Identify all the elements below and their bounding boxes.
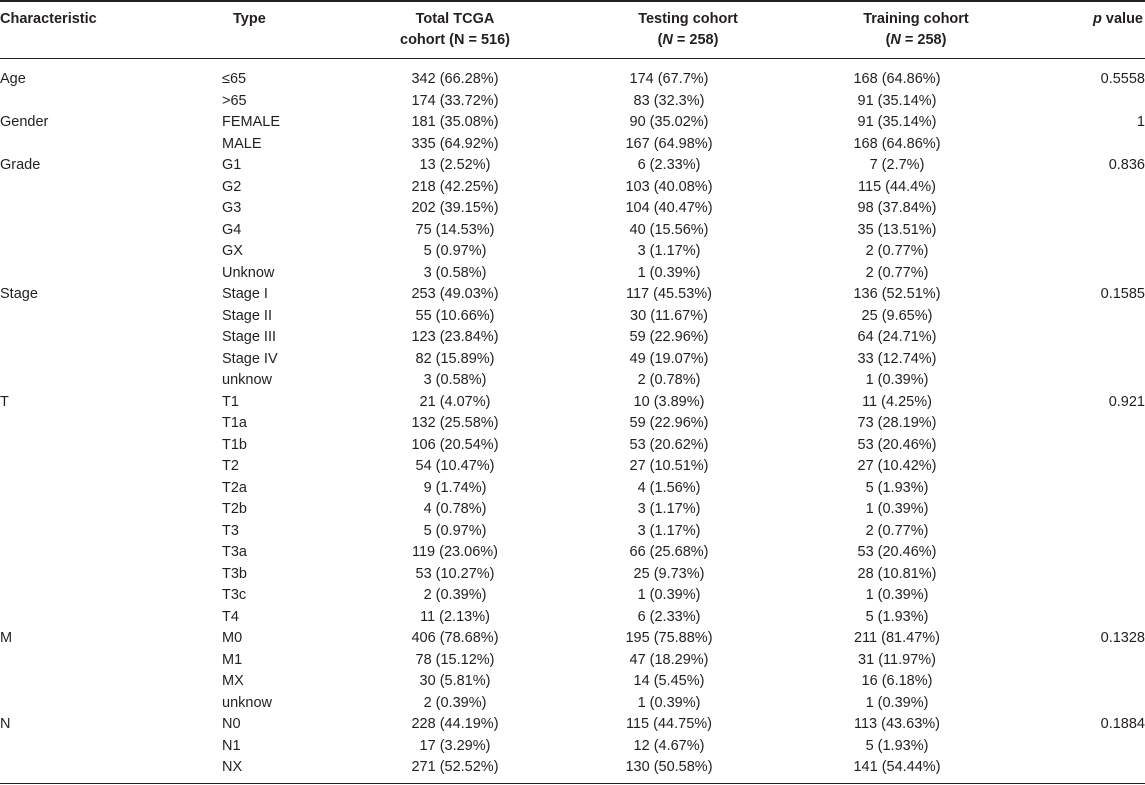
cell-training: 1 (0.39%) <box>865 372 929 388</box>
cell-type: MX <box>222 673 244 689</box>
cell-training: 211 (81.47%) <box>854 630 940 646</box>
cell-total: 82 (15.89%) <box>415 350 495 367</box>
cell-total: 202 (39.15%) <box>411 200 499 216</box>
cell-p-value <box>1006 435 1145 457</box>
cell-testing: 66 (25.68%) <box>629 544 709 560</box>
cell-characteristic <box>0 413 222 435</box>
table-row <box>0 392 1145 414</box>
cell-testing: 167 (64.98%) <box>625 135 713 152</box>
cell-type: T3c <box>222 587 247 603</box>
cell-training: 7 (2.7%) <box>869 157 925 173</box>
table-row <box>0 327 1145 349</box>
cell-training: 2 (0.77%) <box>865 243 929 259</box>
cell-type: >65 <box>222 92 247 109</box>
header-testing-line1: Testing cohort <box>638 11 738 27</box>
cell-characteristic <box>0 478 222 500</box>
table-row <box>0 671 1145 693</box>
cell-type: T2 <box>222 458 239 474</box>
cell-testing: 14 (5.45%) <box>633 673 705 689</box>
cell-training: 53 (20.46%) <box>857 436 937 453</box>
cell-characteristic <box>0 693 222 715</box>
cell-total: 5 (0.97%) <box>423 243 487 259</box>
cell-p-value <box>1006 134 1145 156</box>
cell-p-value <box>1006 198 1145 220</box>
cell-p-value: 0.1328 <box>1100 630 1145 646</box>
table-row <box>0 456 1145 478</box>
cell-total: 4 (0.78%) <box>423 501 487 517</box>
header-total-line1: Total TCGA <box>415 11 495 27</box>
cell-training: 1 (0.39%) <box>865 587 929 603</box>
cell-total: 271 (52.52%) <box>411 759 499 775</box>
cell-type: FEMALE <box>222 114 281 130</box>
cell-total: 30 (5.81%) <box>419 673 491 689</box>
cell-testing: 25 (9.73%) <box>633 565 705 582</box>
cell-total: 78 (15.12%) <box>415 651 495 668</box>
cell-p-value <box>1006 542 1145 564</box>
cell-total: 5 (0.97%) <box>423 522 487 539</box>
cell-total: 17 (3.29%) <box>419 737 491 754</box>
table-row <box>0 757 1145 779</box>
header-p-rest: value <box>1101 11 1143 27</box>
cell-testing: 40 (15.56%) <box>629 221 709 238</box>
cell-testing: 49 (19.07%) <box>629 350 709 367</box>
cell-p-value <box>1006 671 1145 693</box>
cell-testing: 2 (0.78%) <box>637 372 701 388</box>
cell-total: 119 (23.06%) <box>412 544 498 560</box>
cell-characteristic: N <box>0 716 11 732</box>
cell-training: 98 (37.84%) <box>857 200 937 216</box>
cell-testing: 1 (0.39%) <box>637 694 701 711</box>
cell-total: 342 (66.28%) <box>411 71 499 87</box>
cell-testing: 90 (35.02%) <box>629 114 709 130</box>
header-rule <box>0 58 1145 59</box>
bottom-rule <box>0 783 1145 784</box>
cell-testing: 12 (4.67%) <box>633 737 705 754</box>
cell-characteristic <box>0 521 222 543</box>
cell-p-value <box>1006 736 1145 758</box>
cell-p-value <box>1006 413 1145 435</box>
cell-p-value: 0.5558 <box>1100 71 1145 87</box>
cell-p-value <box>1006 585 1145 607</box>
cell-p-value <box>1006 220 1145 242</box>
cell-total: 253 (49.03%) <box>411 286 499 302</box>
cell-training: 2 (0.77%) <box>865 264 929 281</box>
cell-characteristic <box>0 370 222 392</box>
table-row <box>0 91 1145 113</box>
cell-training: 11 (4.25%) <box>862 393 932 410</box>
header-training-line2: (N = 258) <box>885 32 947 48</box>
cell-type: T1b <box>222 436 247 453</box>
cell-testing: 83 (32.3%) <box>633 92 705 109</box>
cell-characteristic <box>0 349 222 371</box>
header-testing-line2: (N = 258) <box>657 32 719 48</box>
cell-p-value <box>1006 91 1145 113</box>
cell-type: T1 <box>222 393 239 410</box>
cell-p-value <box>1006 456 1145 478</box>
cell-training: 33 (12.74%) <box>857 350 937 367</box>
cell-characteristic <box>0 198 222 220</box>
cell-p-value <box>1006 306 1145 328</box>
table-row <box>0 650 1145 672</box>
cell-type: Stage III <box>222 329 277 345</box>
cell-training: 2 (0.77%) <box>865 522 929 539</box>
cell-p-value <box>1006 650 1145 672</box>
cell-characteristic <box>0 134 222 156</box>
cell-characteristic <box>0 757 222 779</box>
table-row <box>0 349 1145 371</box>
cell-type: ≤65 <box>222 71 247 87</box>
cell-training: 35 (13.51%) <box>857 221 937 238</box>
cell-testing: 6 (2.33%) <box>637 157 701 173</box>
cell-training: 91 (35.14%) <box>857 92 937 109</box>
header-training-rest: = 258) <box>900 32 947 48</box>
cell-characteristic <box>0 220 222 242</box>
cell-training: 136 (52.51%) <box>853 286 941 302</box>
cell-total: 75 (14.53%) <box>415 221 495 238</box>
cell-characteristic: Stage <box>0 286 38 302</box>
cell-p-value: 1 <box>1136 114 1145 130</box>
cell-testing: 59 (22.96%) <box>629 415 709 431</box>
table-row <box>0 714 1145 736</box>
cell-testing: 47 (18.29%) <box>629 651 709 668</box>
cell-testing: 53 (20.62%) <box>629 436 709 453</box>
cell-type: G3 <box>222 200 242 216</box>
cell-testing: 6 (2.33%) <box>637 608 701 625</box>
cell-characteristic <box>0 607 222 629</box>
cell-p-value <box>1006 478 1145 500</box>
cell-characteristic <box>0 241 222 263</box>
cell-training: 91 (35.14%) <box>857 114 937 130</box>
cell-type: N0 <box>222 716 241 732</box>
header-characteristic: Characteristic <box>0 11 97 27</box>
table-row <box>0 177 1145 199</box>
cell-characteristic <box>0 499 222 521</box>
cell-characteristic <box>0 671 222 693</box>
cell-total: 54 (10.47%) <box>415 458 495 474</box>
header-testing-n: N <box>662 32 673 48</box>
cell-total: 132 (25.58%) <box>411 415 499 431</box>
cell-type: T3 <box>222 522 239 539</box>
table-row <box>0 435 1145 457</box>
cell-type: T2b <box>222 501 247 517</box>
cell-testing: 30 (11.67%) <box>630 307 708 324</box>
cell-type: MALE <box>222 135 262 152</box>
table-row <box>0 478 1145 500</box>
cell-type: T2a <box>222 479 247 496</box>
header-p-value <box>1093 9 1143 30</box>
cell-training: 16 (6.18%) <box>861 673 933 689</box>
cell-total: 2 (0.39%) <box>423 694 487 711</box>
cell-characteristic <box>0 650 222 672</box>
cell-type: M1 <box>222 651 243 668</box>
table-row <box>0 736 1145 758</box>
cell-characteristic: Age <box>0 71 26 87</box>
cell-type: T3b <box>222 565 247 582</box>
cell-testing: 104 (40.47%) <box>625 200 713 216</box>
cell-type: G1 <box>222 157 242 173</box>
cell-total: 9 (1.74%) <box>423 479 487 496</box>
cell-characteristic: T <box>0 393 9 410</box>
cell-p-value <box>1006 263 1145 285</box>
cell-training: 28 (10.81%) <box>857 565 937 582</box>
cell-characteristic <box>0 435 222 457</box>
cell-total: 2 (0.39%) <box>423 587 487 603</box>
cell-testing: 115 (44.75%) <box>626 716 712 732</box>
cell-testing: 3 (1.17%) <box>637 501 701 517</box>
header-p: p <box>1093 11 1102 27</box>
cell-training: 1 (0.39%) <box>865 694 929 711</box>
cell-total: 21 (4.07%) <box>419 393 491 410</box>
table-row <box>0 564 1145 586</box>
cell-training: 73 (28.19%) <box>857 415 937 431</box>
cell-testing: 1 (0.39%) <box>637 264 701 281</box>
cell-total: 335 (64.92%) <box>411 135 499 152</box>
cell-p-value: 0.1884 <box>1100 716 1145 732</box>
cell-training: 27 (10.42%) <box>857 458 937 474</box>
cell-type: unknow <box>222 372 272 388</box>
cell-characteristic <box>0 327 222 349</box>
cell-training: 5 (1.93%) <box>865 737 929 754</box>
table-row <box>0 499 1145 521</box>
cell-p-value <box>1006 564 1145 586</box>
header-training-line1: Training cohort <box>863 11 969 27</box>
table-row <box>0 521 1145 543</box>
header-testing-cohort <box>588 9 788 51</box>
cell-testing: 3 (1.17%) <box>637 522 701 539</box>
cell-testing: 195 (75.88%) <box>625 630 713 646</box>
cell-characteristic <box>0 542 222 564</box>
cell-training: 168 (64.86%) <box>853 71 941 87</box>
cell-total: 181 (35.08%) <box>411 114 499 130</box>
cell-testing: 10 (3.89%) <box>633 393 705 410</box>
table-row <box>0 413 1145 435</box>
cell-p-value <box>1006 607 1145 629</box>
cell-type: unknow <box>222 694 272 711</box>
cell-p-value <box>1006 757 1145 779</box>
table-row <box>0 284 1145 306</box>
table-row <box>0 263 1145 285</box>
cell-p-value <box>1006 370 1145 392</box>
cell-testing: 27 (10.51%) <box>629 458 709 474</box>
cell-p-value <box>1006 499 1145 521</box>
cell-p-value <box>1006 241 1145 263</box>
table-row <box>0 69 1145 91</box>
cell-characteristic <box>0 91 222 113</box>
table-row <box>0 134 1145 156</box>
header-training-cohort <box>816 9 1016 51</box>
cell-total: 3 (0.58%) <box>423 372 487 388</box>
cell-type: M0 <box>222 630 243 646</box>
cell-testing: 4 (1.56%) <box>637 479 701 496</box>
table-row <box>0 241 1145 263</box>
cell-p-value: 0.836 <box>1108 157 1145 173</box>
cell-characteristic <box>0 263 222 285</box>
header-training-n: N <box>890 32 901 48</box>
cell-characteristic <box>0 177 222 199</box>
cell-testing: 1 (0.39%) <box>637 587 701 603</box>
cell-characteristic <box>0 306 222 328</box>
cell-training: 1 (0.39%) <box>865 501 929 517</box>
cell-training: 5 (1.93%) <box>865 608 929 625</box>
table-row <box>0 693 1145 715</box>
table-row <box>0 155 1145 177</box>
cell-characteristic: Gender <box>0 114 49 130</box>
cell-characteristic <box>0 736 222 758</box>
cell-characteristic: Grade <box>0 157 41 173</box>
cell-total: 218 (42.25%) <box>411 178 499 195</box>
cell-type: T3a <box>222 544 247 560</box>
cell-p-value <box>1006 349 1145 371</box>
cell-p-value <box>1006 177 1145 199</box>
cell-training: 168 (64.86%) <box>853 135 941 152</box>
cell-p-value: 0.921 <box>1108 393 1145 410</box>
cell-type: Stage II <box>222 307 272 324</box>
cell-total: 3 (0.58%) <box>423 264 487 281</box>
cell-training: 113 (43.63%) <box>854 716 940 732</box>
cell-training: 115 (44.4%) <box>858 178 936 195</box>
cell-training: 64 (24.71%) <box>857 329 937 345</box>
table-row <box>0 585 1145 607</box>
header-total-line2: cohort (N = 516) <box>400 32 510 48</box>
cell-training: 31 (11.97%) <box>858 651 936 668</box>
cell-training: 25 (9.65%) <box>861 307 933 324</box>
table-row <box>0 112 1145 134</box>
cell-total: 55 (10.66%) <box>415 307 495 324</box>
cell-type: Stage I <box>222 286 268 302</box>
cell-total: 228 (44.19%) <box>411 716 499 732</box>
cell-total: 13 (2.52%) <box>419 157 491 173</box>
cell-type: T1a <box>222 415 247 431</box>
cell-p-value <box>1006 693 1145 715</box>
table-rows <box>0 69 1145 779</box>
cell-type: Stage IV <box>222 350 278 367</box>
cell-p-value: 0.1585 <box>1100 286 1145 302</box>
top-rule <box>0 0 1145 2</box>
cell-type: Unknow <box>222 264 275 281</box>
cell-testing: 174 (67.7%) <box>629 71 709 87</box>
cell-characteristic: M <box>0 630 13 646</box>
cell-type: T4 <box>222 608 239 625</box>
cell-total: 123 (23.84%) <box>411 329 499 345</box>
cell-testing: 3 (1.17%) <box>637 243 701 259</box>
cell-training: 5 (1.93%) <box>865 479 929 496</box>
cell-characteristic <box>0 585 222 607</box>
cell-characteristic <box>0 564 222 586</box>
cell-type: NX <box>222 759 243 775</box>
cell-characteristic <box>0 456 222 478</box>
cell-type: G2 <box>222 178 242 195</box>
cell-testing: 130 (50.58%) <box>625 759 713 775</box>
table-row <box>0 220 1145 242</box>
cell-total: 53 (10.27%) <box>415 565 495 582</box>
table-row <box>0 542 1145 564</box>
cell-testing: 59 (22.96%) <box>629 329 709 345</box>
cell-p-value <box>1006 521 1145 543</box>
table-row <box>0 306 1145 328</box>
table-row <box>0 370 1145 392</box>
table-row <box>0 628 1145 650</box>
table-row <box>0 198 1145 220</box>
header-total-cohort <box>360 9 550 51</box>
table-row <box>0 607 1145 629</box>
header-type: Type <box>233 11 266 27</box>
cell-total: 106 (20.54%) <box>411 436 499 453</box>
cell-type: GX <box>222 243 243 259</box>
cell-training: 141 (54.44%) <box>853 759 941 775</box>
cell-total: 174 (33.72%) <box>411 92 499 109</box>
cell-type: G4 <box>222 221 242 238</box>
cell-type: N1 <box>222 737 241 754</box>
cell-training: 53 (20.46%) <box>857 544 937 560</box>
cell-testing: 103 (40.08%) <box>625 178 713 195</box>
header-testing-rest: = 258) <box>672 32 719 48</box>
table-body <box>0 69 1145 779</box>
cell-testing: 117 (45.53%) <box>626 286 712 302</box>
cell-total: 406 (78.68%) <box>411 630 499 646</box>
cell-total: 11 (2.13%) <box>420 608 490 625</box>
cell-p-value <box>1006 327 1145 349</box>
